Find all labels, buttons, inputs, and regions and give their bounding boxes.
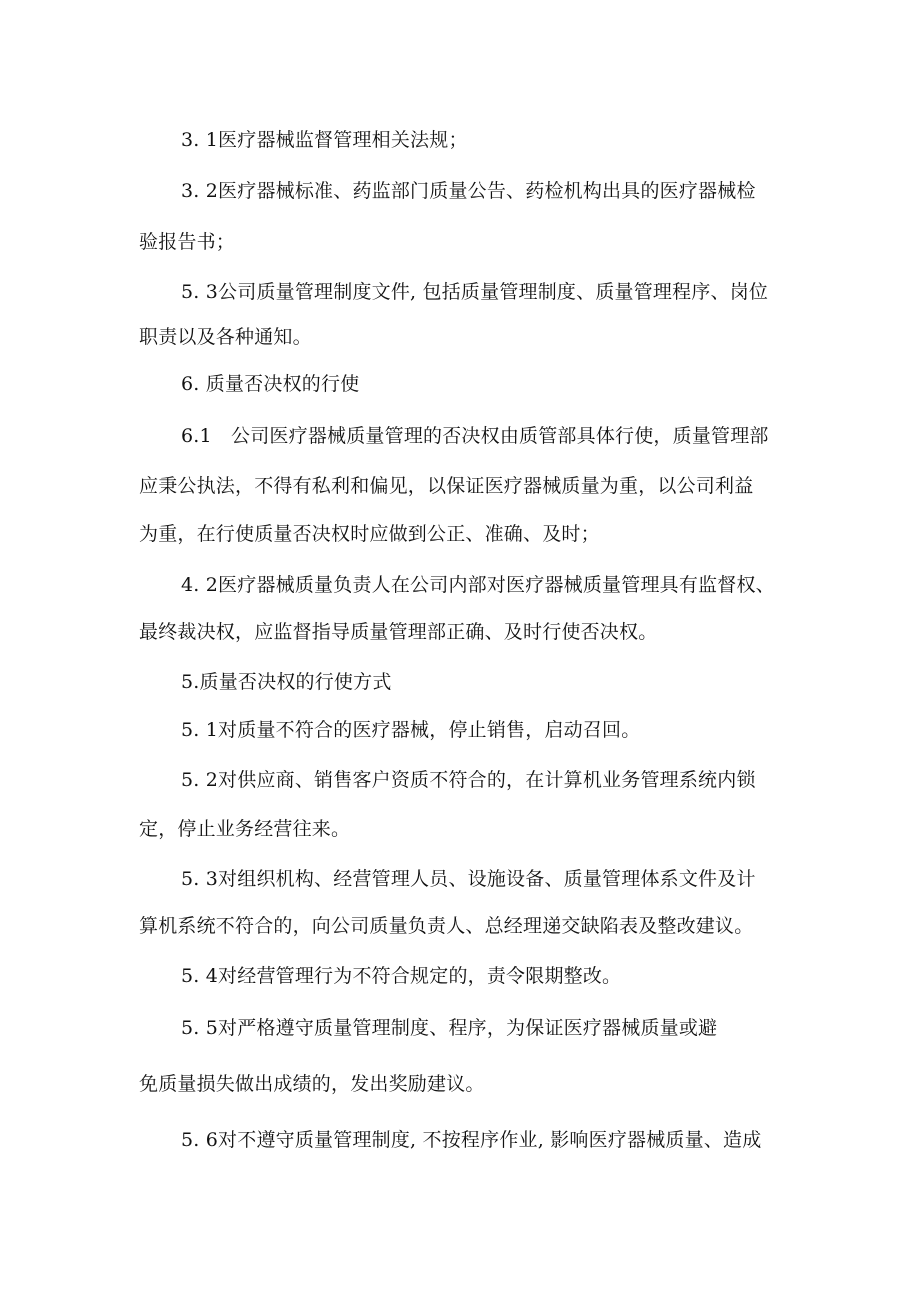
text-line-13: 5. 1对质量不符合的医疗器械，停止销售，启动召回。 — [181, 719, 641, 741]
text-line-4: 5. 3公司质量管理制度文件, 包括质量管理制度、质量管理程序、岗位 — [181, 281, 769, 303]
text-line-1: 3. 1医疗器械监督管理相关法规； — [181, 129, 468, 151]
text-line-21: 5. 6对不遵守质量管理制度, 不按程序作业, 影响医疗器械质量、造成 — [181, 1129, 762, 1151]
text-line-20: 免质量损失做出成绩的，发出奖励建议。 — [139, 1073, 485, 1095]
text-line-11: 最终裁决权，应监督指导质量管理部正确、及时行使否决权。 — [139, 621, 658, 643]
text-line-3: 验报告书； — [139, 231, 236, 253]
text-line-2: 3. 2医疗器械标准、药监部门质量公告、药检机构出具的医疗器械检 — [181, 180, 756, 202]
text-line-8: 应秉公执法，不得有私利和偏见，以保证医疗器械质量为重，以公司利益 — [139, 475, 754, 497]
text-line-19: 5. 5对严格遵守质量管理制度、程序，为保证医疗器械质量或避 — [181, 1017, 718, 1039]
text-line-7: 6.1 公司医疗器械质量管理的否决权由质管部具体行使，质量管理部 — [181, 425, 769, 447]
text-line-5: 职责以及各种通知。 — [139, 326, 312, 348]
section-heading-5: 5.质量否决权的行使方式 — [181, 671, 392, 693]
section-heading-6: 6. 质量否决权的行使 — [181, 373, 360, 395]
text-line-17: 算机系统不符合的，向公司质量负责人、总经理递交缺陷表及整改建议。 — [139, 915, 754, 937]
text-line-9: 为重，在行使质量否决权时应做到公正、准确、及时； — [139, 523, 600, 545]
text-line-18: 5. 4对经营管理行为不符合规定的，责令限期整改。 — [181, 965, 622, 987]
text-line-14: 5. 2对供应商、销售客户资质不符合的，在计算机业务管理系统内锁 — [181, 769, 756, 791]
text-line-15: 定，停止业务经营往来。 — [139, 818, 351, 840]
text-line-16: 5. 3对组织机构、经营管理人员、设施设备、质量管理体系文件及计 — [181, 868, 756, 890]
text-line-10: 4. 2医疗器械质量负责人在公司内部对医疗器械质量管理具有监督权、 — [181, 574, 775, 596]
